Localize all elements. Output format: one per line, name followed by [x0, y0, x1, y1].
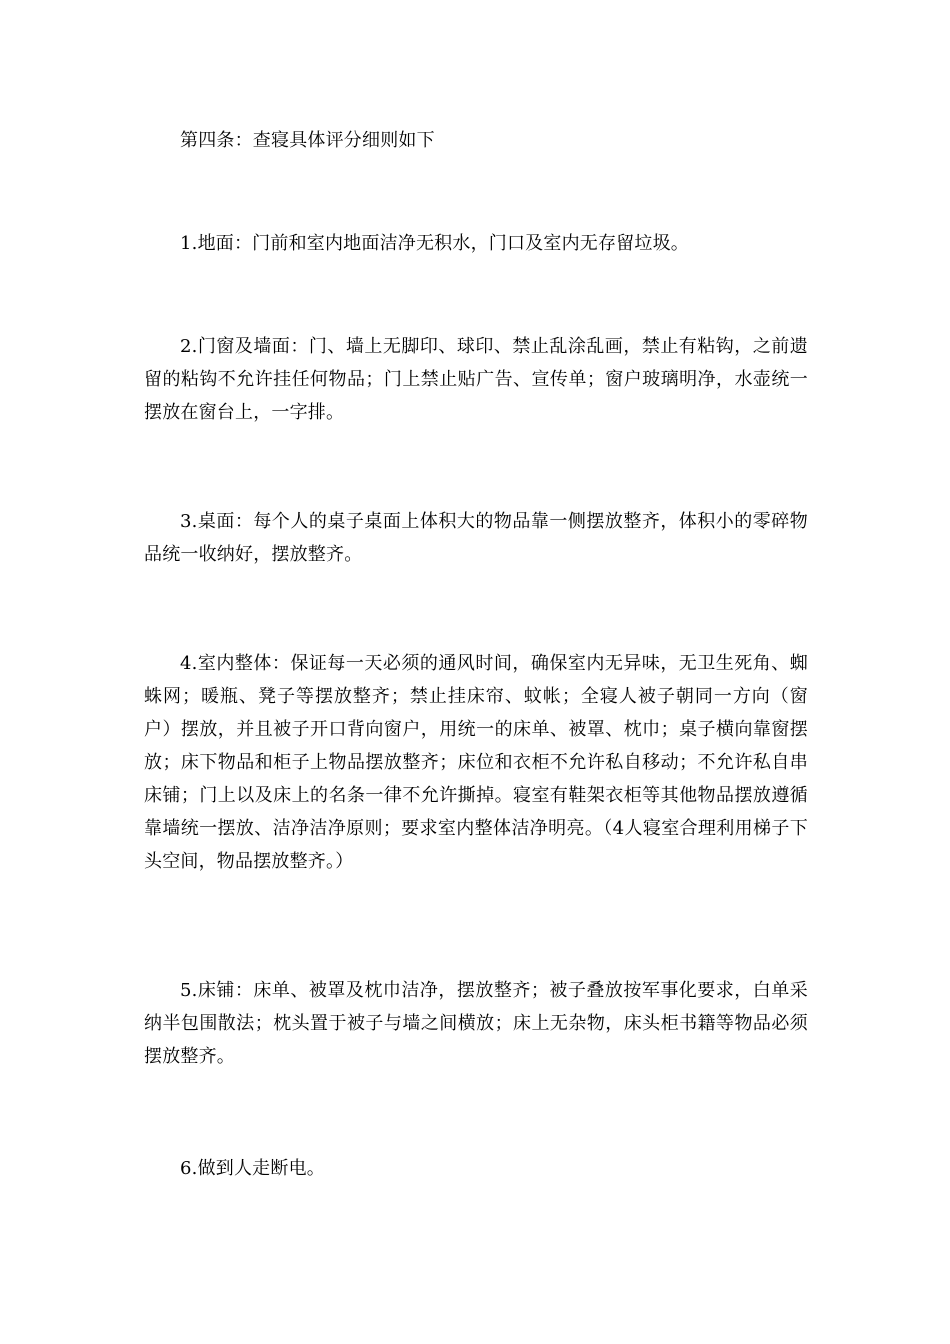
rule-item-power-off: 6.做到人走断电。: [180, 1158, 325, 1179]
rule-item-doors-windows-walls: 2.门窗及墙面：门、墙上无脚印、球印、禁止乱涂乱画，禁止有粘钩，之前遗留的粘钩不允许挂任何物品；门上禁止贴广告、宣传单；窗户玻璃明净，水壶统一摆放在窗台上，一字排。: [144, 336, 808, 423]
rule-item-desk: 3.桌面：每个人的桌子桌面上体积大的物品靠一侧摆放整齐，体积小的零碎物品统一收纳好，摆放整齐。: [144, 511, 808, 565]
rule-item-floor: 1.地面：门前和室内地面洁净无积水，门口及室内无存留垃圾。: [180, 233, 689, 254]
rule-item-room-overall: 4.室内整体：保证每一天必须的通风时间，确保室内无异味，无卫生死角、蜘蛛网；暖瓶、凳子等摆放整齐；禁止挂床帘、蚊帐；全寝人被子朝同一方向（窗户）摆放，并且被子开口背向窗户，用统一的床单、被罩、枕巾；桌子横向靠窗摆放；床下物品和柜子上物品摆放整齐；床位和衣柜不允许私自移动；不允许私自串床铺；门上以及床上的名条一律不允许撕掉。寝室有鞋架衣柜等其他物品摆放遵循靠墙统一摆放、洁净洁净原则；要求室内整体洁净明亮。（4人寝室合理利用梯子下头空间，物品摆放整齐。）: [144, 653, 808, 872]
rule-item-bedding: 5.床铺：床单、被罩及枕巾洁净，摆放整齐；被子叠放按军事化要求，白单采纳半包围散法；枕头置于被子与墙之间横放；床上无杂物，床头柜书籍等物品必须摆放整齐。: [144, 980, 808, 1067]
section-heading: 第四条：查寝具体评分细则如下: [180, 130, 435, 151]
